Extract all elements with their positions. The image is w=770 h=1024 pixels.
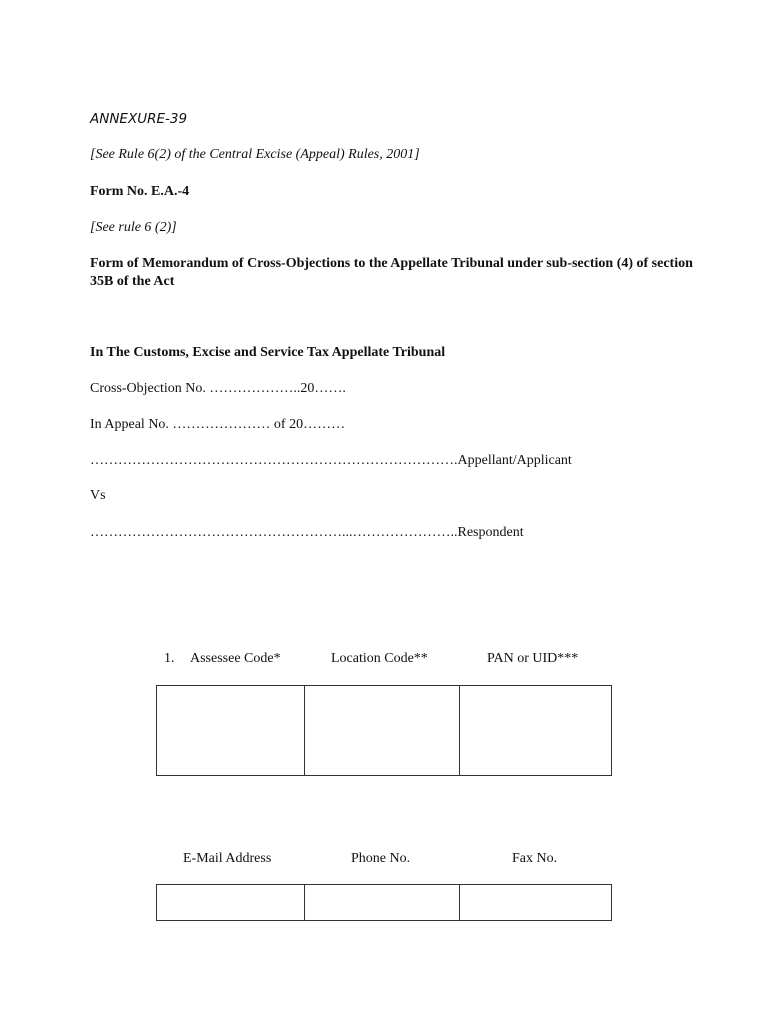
location-code-field[interactable] (305, 686, 460, 776)
form-title: Form of Memorandum of Cross-Objections to the Appellate Tribunal under sub-section (4) of section 35B of the Act (90, 256, 693, 289)
assessee-code-header: Assessee Code* (190, 651, 281, 666)
location-code-header: Location Code** (331, 651, 428, 666)
fax-field[interactable] (460, 885, 612, 921)
tribunal-heading: In The Customs, Excise and Service Tax Appellate Tribunal (90, 345, 446, 360)
phone-field[interactable] (305, 885, 460, 921)
email-header: E-Mail Address (183, 851, 272, 866)
form-number: Form No. E.A.-4 (90, 184, 190, 199)
cross-objection-number: Cross-Objection No. ………………..20……. (90, 381, 346, 396)
email-field[interactable] (157, 885, 305, 921)
contact-table (156, 884, 612, 921)
codes-table (156, 685, 612, 776)
phone-header: Phone No. (351, 851, 411, 866)
item-number: 1. (164, 651, 175, 666)
respondent-line: ………………………………………………...…………………..Respondent (90, 525, 524, 540)
pan-uid-field[interactable] (460, 686, 612, 776)
appeal-number: In Appeal No. ………………… of 20……… (90, 417, 346, 432)
assessee-code-field[interactable] (157, 686, 305, 776)
pan-uid-header: PAN or UID*** (487, 651, 579, 666)
annexure-label: ANNEXURE-39 (90, 111, 188, 127)
appellant-line: …………………………………………………………………….Appellant/Applicant (90, 453, 572, 468)
rule-reference: [See Rule 6(2) of the Central Excise (Appeal) Rules, 2001] (90, 147, 420, 162)
fax-header: Fax No. (512, 851, 558, 866)
rule-reference-short: [See rule 6 (2)] (90, 220, 177, 235)
versus-label: Vs (90, 488, 106, 503)
